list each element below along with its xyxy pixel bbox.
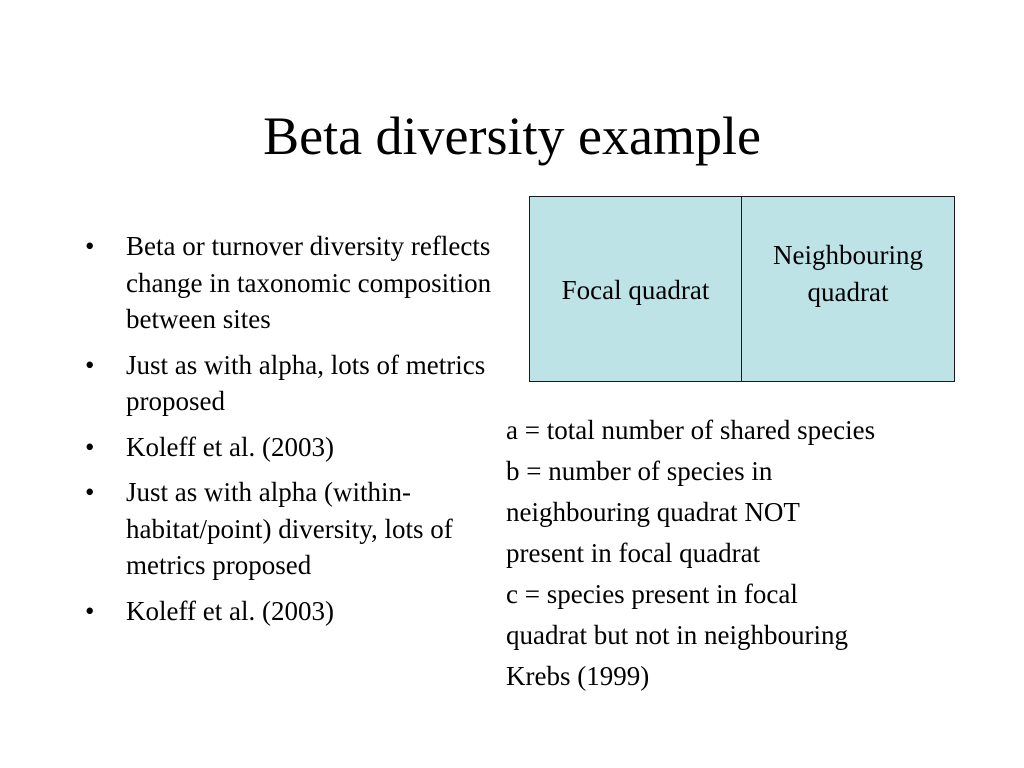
bullet-icon: • (85, 431, 95, 462)
bullet-icon: • (85, 231, 95, 261)
definition-line: neighbouring quadrat NOT (506, 497, 800, 527)
bullet-text: Koleff et al. (2003) (126, 431, 334, 462)
definition-line: present in focal quadrat (506, 538, 761, 568)
bullet-list (85, 228, 505, 638)
bullet-item (85, 429, 505, 466)
citation-line: Krebs (1999) (506, 661, 650, 691)
definition-line: b = number of species in (506, 456, 773, 486)
bullet-text: Just as with alpha (within-habitat/point) diversity, lots of metrics proposed (126, 477, 453, 580)
neighbouring-label-line2: quadrat (807, 277, 889, 307)
bullet-item (85, 474, 505, 584)
neighbouring-quadrat-cell (742, 197, 954, 381)
bullet-icon: • (85, 477, 95, 507)
definition-line: a = total number of shared species (506, 415, 876, 445)
focal-quadrat-label: Focal quadrat (561, 274, 710, 305)
quadrat-diagram (529, 196, 955, 382)
focal-quadrat-cell (530, 197, 742, 381)
bullet-icon: • (85, 595, 95, 626)
slide-title: Beta diversity example (263, 106, 761, 166)
bullet-item (85, 593, 505, 630)
definition-line: c = species present in focal (506, 579, 798, 609)
bullet-text: Beta or turnover diversity reflects change in taxonomic composition between sites (126, 231, 492, 334)
neighbouring-quadrat-label (773, 237, 923, 311)
definitions-text (506, 410, 1016, 697)
bullet-icon: • (85, 349, 95, 380)
bullet-item (85, 228, 505, 338)
bullet-item (85, 347, 505, 420)
neighbouring-label-line1: Neighbouring (773, 240, 923, 270)
bullet-text: Koleff et al. (2003) (126, 595, 334, 626)
definition-line: quadrat but not in neighbouring (506, 620, 848, 650)
bullet-text: Just as with alpha, lots of metrics proposed (126, 349, 486, 416)
